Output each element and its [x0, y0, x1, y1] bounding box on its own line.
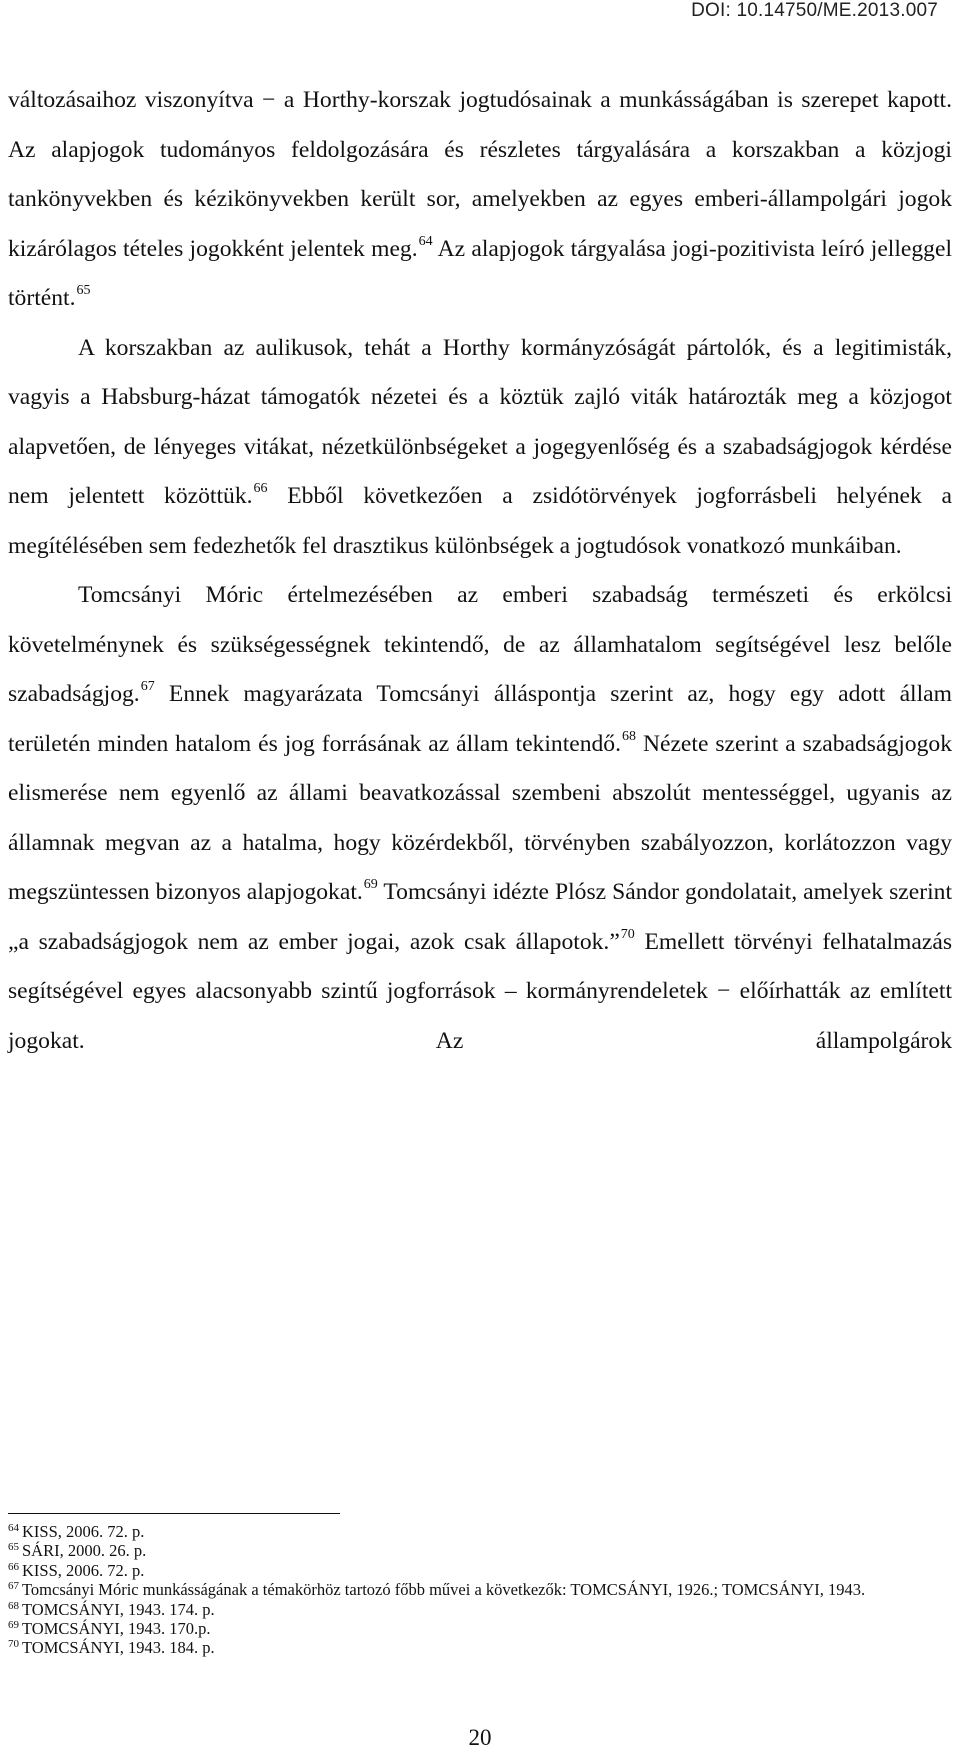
paragraph-text: Tomcsányi Móric értelmezésében az emberi szabadság természeti és erkölcsi követelménynek és szükségességnek tekintendő, de az államhatalom segítségével lesz belőle szabadságjog.	[8, 582, 952, 707]
doi-header: DOI: 10.14750/ME.2013.007	[691, 0, 938, 21]
page-number: 20	[468, 1725, 492, 1750]
footnote-item	[8, 1522, 952, 1541]
footnote-ref[interactable]: 67	[140, 679, 155, 694]
footnote-number: 64	[8, 1522, 19, 1534]
footnote-number: 66	[8, 1560, 19, 1573]
paragraph-text: Tomcsányi idézte Plósz Sándor gondolatait, amelyek szerint „a szabadságjogok nem az ember jogai, azok csak állapotok.”	[8, 879, 952, 955]
footnote-number: 69	[8, 1619, 19, 1632]
footnote-text: SÁRI, 2000. 26. p.	[22, 1541, 147, 1561]
footnote-number: 65	[8, 1541, 19, 1554]
paragraph	[8, 571, 952, 1066]
paragraph	[8, 324, 952, 572]
footnote-item	[8, 1580, 952, 1599]
footnote-text: KISS, 2006. 72. p.	[22, 1560, 145, 1580]
footnote-text: Tomcsányi Móric munkásságának a témakörhöz tartozó főbb művei a következők: TOMCSÁNYI, 1926.; TOMCSÁNYI, 1943.	[22, 1580, 866, 1600]
footnote-item	[8, 1541, 952, 1560]
paragraph-text: Ennek magyarázata Tomcsányi álláspontja szerint az, hogy egy adott állam területén minden hatalom és jog forrásának az állam tekintendő.	[8, 681, 952, 757]
footnotes	[8, 1522, 952, 1658]
footnote-ref[interactable]: 66	[253, 481, 268, 496]
paragraph-text: Nézete szerint a szabadságjogok elismerése nem egyenlő az állami beavatkozással szembeni abszolút mentességgel, ugyanis az államnak megvan az a hatalma, hogy közérdekből, törvényben szabályozzon, korlátozzon vagy megszüntessen bizonyos alapjogokat.	[8, 730, 952, 905]
paragraph-text: változásaihoz viszonyítva − a Horthy-korszak jogtudósainak a munkásságában is szerepet kapott. Az alapjogok tudományos feldolgozására és részletes tárgyalására a korszakban a közjogi tankönyvekben és kézikönyvekben került sor, amelyekben az egyes emberi-állampolgári jogok kizárólagos tételes jogokként jelentek meg.	[8, 87, 952, 262]
footnote-number: 67	[8, 1580, 19, 1593]
footnote-ref[interactable]: 69	[363, 877, 378, 892]
footnote-text: TOMCSÁNYI, 1943. 174. p.	[22, 1599, 215, 1619]
footnote-text: KISS, 2006. 72. p.	[22, 1522, 145, 1541]
footnote-ref[interactable]: 64	[418, 233, 433, 249]
footnote-item	[8, 1600, 952, 1619]
paragraph-text: Ebből következően a zsidótörvények jogforrásbeli helyének a megítélésében sem fedezhetők fel drasztikus különbségek a jogtudósok vonatkozó munkáiban.	[8, 483, 952, 559]
footnote-ref[interactable]: 65	[76, 283, 91, 298]
footnote-ref[interactable]: 68	[622, 728, 637, 744]
footnote-item	[8, 1561, 952, 1580]
paragraph-text: A korszakban az aulikusok, tehát a Horthy kormányzóságát pártolók, és a legitimisták, vagyis a Habsburg-házat támogatók nézetei és a köztük zajló viták határozták meg a közjogot alapvetően, de lényeges vitákat, nézetkülönbségeket a jogegyenlőség és a szabadságjogok kérdése nem jelentett közöttük.	[8, 334, 952, 509]
footnote-ref[interactable]: 70	[620, 926, 635, 942]
footnote-item	[8, 1638, 952, 1657]
footnote-number: 68	[8, 1599, 19, 1612]
paragraph-text: Emellett törvényi felhatalmazás segítségével egyes alacsonyabb szintű jogforrások – kormányrendeletek − előírhatták az említett jogokat. Az állampolgárok	[8, 928, 953, 1054]
main-text	[8, 76, 952, 1066]
footnote-number: 70	[8, 1638, 19, 1651]
paragraph	[8, 76, 952, 324]
footnote-text: TOMCSÁNYI, 1943. 184. p.	[22, 1638, 215, 1658]
footnote-text: TOMCSÁNYI, 1943. 170.p.	[22, 1619, 211, 1639]
footnote-item	[8, 1619, 952, 1638]
paragraph-text: Az alapjogok tárgyalása jogi-pozitivista leíró jelleggel történt.	[8, 235, 952, 311]
footnote-separator	[8, 1513, 340, 1514]
